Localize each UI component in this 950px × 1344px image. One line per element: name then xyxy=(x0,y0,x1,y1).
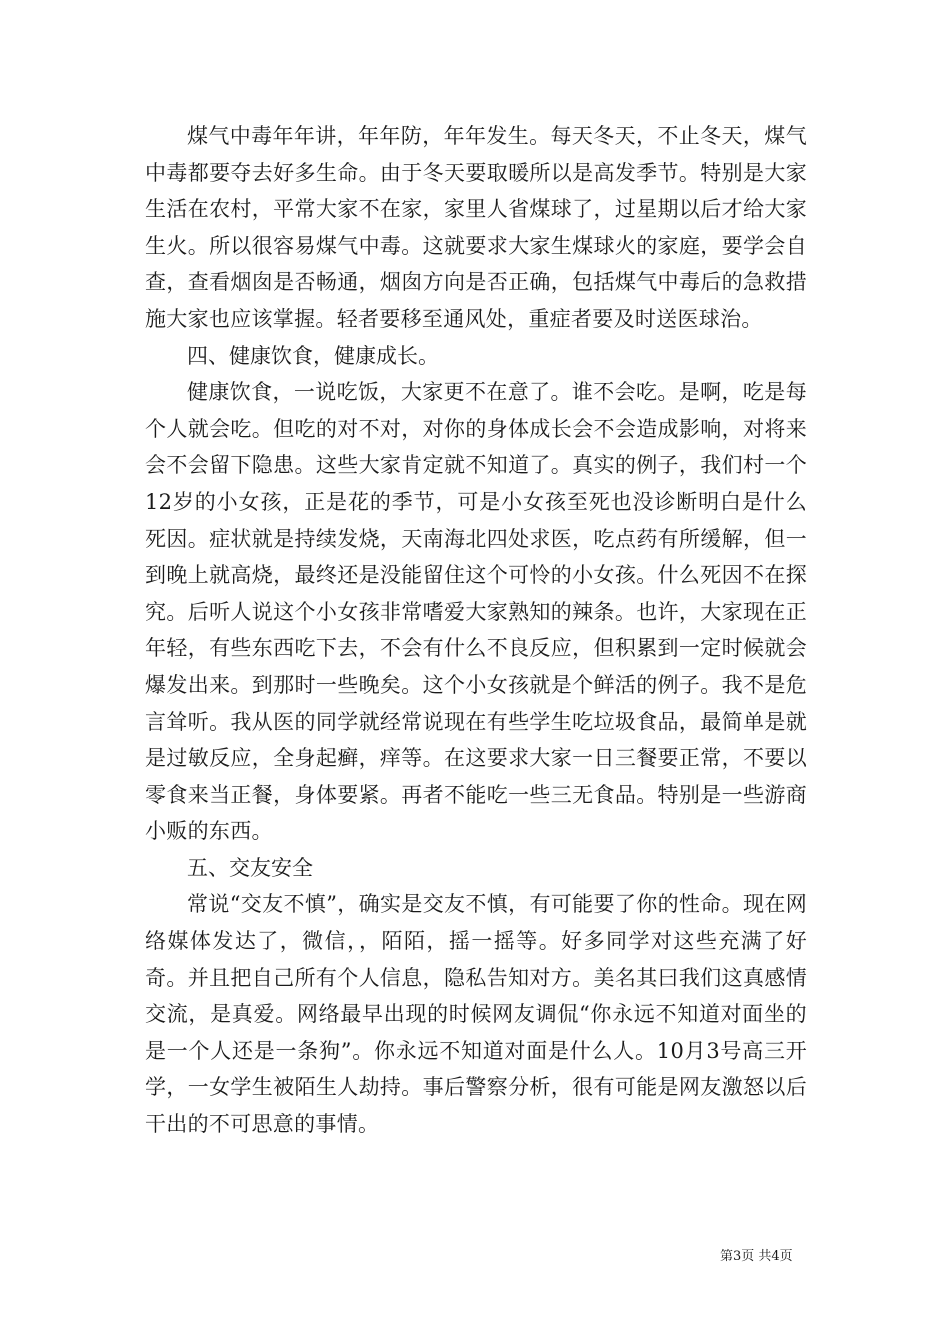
paragraph-healthy-diet: 健康饮食，一说吃饭，大家更不在意了。谁不会吃。是啊，吃是每个人就会吃。但吃的对不对，对你的身体成长会不会造成影响，对将来会不会留下隐患。这些大家肯定就不知道了。真实的例子，我们村一个12岁的小女孩，正是花的季节，可是小女孩至死也没诊断明白是什么死因。症状就是持续发烧，天南海北四处求医，吃点药有所缓解，但一到晚上就高烧，最终还是没能留住这个可怜的小女孩。什么死因不在探究。后听人说这个小女孩非常嗜爱大家熟知的辣条。也许，大家现在正年轻，有些东西吃下去，不会有什么不良反应，但积累到一定时候就会爆发出来。到那时一些晚矣。这个小女孩就是个鲜活的例子。我不是危言耸听。我从医的同学就经常说现在有些学生吃垃圾食品，最简单是就是过敏反应，全身起癣，痒等。在这要求大家一日三餐要正常，不要以零食来当正餐，身体要紧。再者不能吃一些三无食品。特别是一些游商小贩的东西。 xyxy=(145,380,807,844)
document-body xyxy=(145,118,807,1143)
paragraph-friendship-safety: 常说“交友不慎”，确实是交友不慎，有可能要了你的性命。现在网络媒体发达了，微信，，陌陌，摇一摇等。好多同学对这些充满了好奇。并且把自己所有个人信息，隐私告知对方。美名其曰我们这真感情交流，是真爱。网络最早出现的时候网友调侃“你永远不知道对面坐的是一个人还是一条狗”。你永远不知道对面是什么人。10月3号高三开学，一女学生被陌生人劫持。事后警察分析，很有可能是网友激怒以后干出的不可思意的事情。 xyxy=(145,892,807,1137)
page-number-footer: 第3页 共4页 xyxy=(720,1249,793,1264)
paragraph-gas-poisoning: 煤气中毒年年讲，年年防，年年发生。每天冬天，不止冬天，煤气中毒都要夺去好多生命。由于冬天要取暖所以是高发季节。特别是大家生活在农村，平常大家不在家，家里人省煤球了，过星期以后才给大家生火。所以很容易煤气中毒。这就要求大家生煤球火的家庭，要学会自查，查看烟囱是否畅通，烟囱方向是否正确，包括煤气中毒后的急救措施大家也应该掌握。轻者要移至通风处，重症者要及时送医球治。 xyxy=(145,124,807,331)
section-heading-friendship-safety: 五、交友安全 xyxy=(187,855,313,880)
section-heading-healthy-diet: 四、健康饮食，健康成长。 xyxy=(187,343,439,368)
